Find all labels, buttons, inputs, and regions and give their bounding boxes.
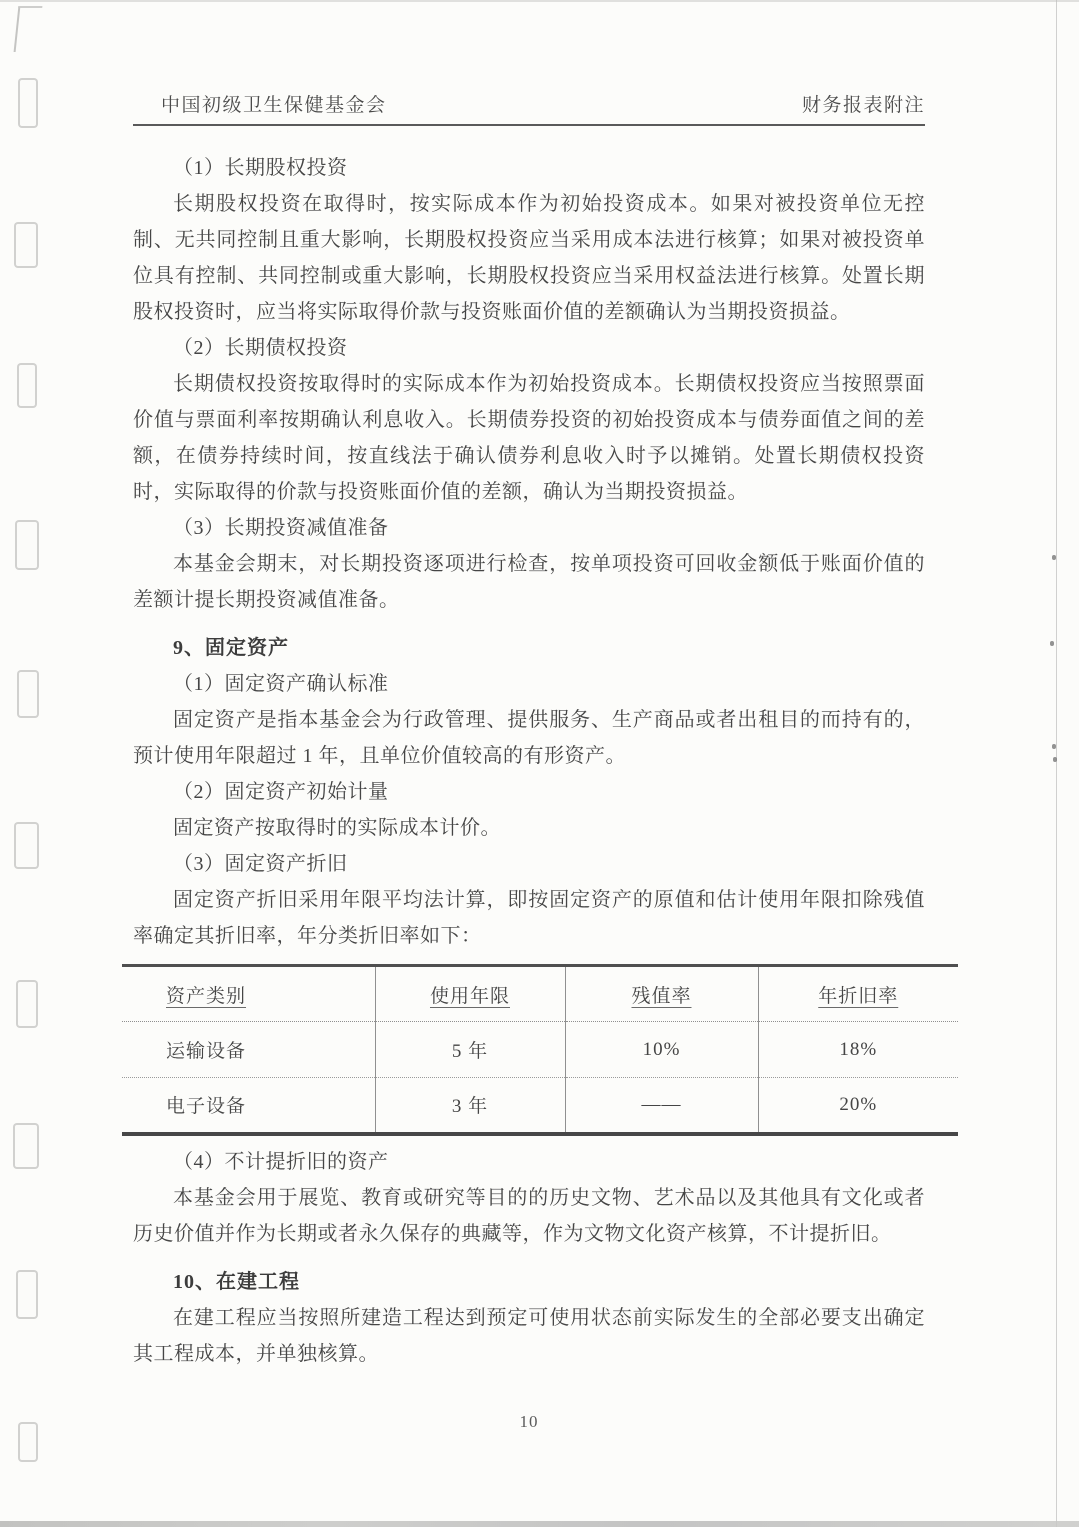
binding-hole-mark — [17, 670, 39, 718]
subheading-depreciation: （3）固定资产折旧 — [173, 853, 348, 875]
scan-bottom-edge-band — [0, 1521, 1079, 1527]
cell-useful-life: 3 年 — [375, 1078, 565, 1134]
cell-depreciation-rate: 18% — [758, 1022, 958, 1078]
column-header-asset-category: 资产类别 — [122, 966, 375, 1022]
scan-top-edge-line — [0, 0, 1079, 2]
subheading-recognition-standard: （1）固定资产确认标准 — [173, 673, 389, 695]
scan-right-edge-line — [1056, 0, 1057, 1527]
cell-depreciation-rate: 20% — [758, 1078, 958, 1134]
subheading-long-term-equity: （1）长期股权投资 — [173, 157, 348, 179]
cell-asset-category: 电子设备 — [166, 1096, 247, 1118]
table-header-row — [122, 966, 958, 1022]
subheading-long-term-debt: （2）长期债权投资 — [173, 337, 348, 359]
paragraph-construction-in-progress: 在建工程应当按照所建造工程达到预定可使用状态前实际发生的全部必要支出确定其工程成本，并单独核算。 — [133, 1306, 925, 1365]
cell-useful-life: 5 年 — [375, 1022, 565, 1078]
binding-hole-mark — [16, 980, 38, 1028]
scan-speck — [1052, 555, 1056, 560]
paragraph-depreciation: 固定资产折旧采用年限平均法计算，即按固定资产的原值和估计使用年限扣除残值率确定其折旧率，年分类折旧率如下： — [133, 889, 925, 947]
paragraph-long-term-equity: 长期股权投资在取得时，按实际成本作为初始投资成本。如果对被投资单位无控制、无共同控制且重大影响，长期股权投资应当采用成本法进行核算；如果对被投资单位具有控制、共同控制或重大影响，长期股权投资应当采用权益法进行核算。处置长期股权投资时，应当将实际取得价款与投资账面价值的差额确认为当期投资损益。 — [133, 193, 925, 323]
scan-speck — [1050, 641, 1054, 646]
document-type-label: 财务报表附注 — [801, 95, 925, 116]
depreciation-rate-table — [122, 964, 958, 1136]
scan-speck — [1053, 757, 1057, 762]
column-header-annual-depreciation-rate: 年折旧率 — [758, 966, 958, 1022]
paragraph-recognition-standard: 固定资产是指本基金会为行政管理、提供服务、生产商品或者出租目的而持有的，预计使用年限超过 1 年，且单位价值较高的有形资产。 — [133, 709, 925, 767]
subheading-initial-measurement: （2）固定资产初始计量 — [173, 781, 389, 803]
table-row — [122, 1022, 958, 1078]
binding-hole-mark — [18, 78, 38, 128]
paragraph-initial-measurement: 固定资产按取得时的实际成本计价。 — [173, 817, 501, 839]
binding-hole-mark — [17, 363, 37, 408]
binding-hole-mark — [18, 1422, 38, 1462]
binding-hole-mark — [15, 520, 39, 570]
subheading-impairment-provision: （3）长期投资减值准备 — [173, 517, 389, 539]
cell-residual-rate: —— — [565, 1078, 758, 1134]
binding-hole-mark — [16, 1270, 38, 1319]
document-header — [133, 90, 925, 126]
page-number: 10 — [519, 1412, 539, 1431]
column-header-useful-life: 使用年限 — [375, 966, 565, 1022]
subheading-non-depreciated-assets: （4）不计提折旧的资产 — [173, 1150, 389, 1173]
scan-corner-mark — [14, 6, 43, 52]
section-heading-construction-in-progress: 10、在建工程 — [173, 1270, 300, 1293]
column-header-residual-rate: 残值率 — [565, 966, 758, 1022]
paragraph-long-term-debt: 长期债权投资按取得时的实际成本作为初始投资成本。长期债权投资应当按照票面价值与票面利率按期确认利息收入。长期债券投资的初始投资成本与债券面值之间的差额，在债券持续时间，按直线法于确认债券利息收入时予以摊销。处置长期债权投资时，实际取得的价款与投资账面价值的差额，确认为当期投资损益。 — [133, 373, 925, 503]
table-row — [122, 1078, 958, 1134]
section-heading-fixed-assets: 9、固定资产 — [173, 637, 289, 659]
scan-speck — [1052, 744, 1056, 749]
paragraph-impairment-provision: 本基金会期末，对长期投资逐项进行检查，按单项投资可回收金额低于账面价值的差额计提长期投资减值准备。 — [133, 553, 925, 611]
binding-hole-mark — [13, 1123, 39, 1169]
document-body — [133, 150, 925, 1372]
cell-residual-rate: 10% — [565, 1022, 758, 1078]
paragraph-non-depreciated-assets: 本基金会用于展览、教育或研究等目的的历史文物、艺术品以及其他具有文化或者历史价值并作为长期或者永久保存的典藏等，作为文物文化资产核算，不计提折旧。 — [133, 1186, 925, 1245]
cell-asset-category: 运输设备 — [122, 1022, 375, 1078]
organization-name: 中国初级卫生保健基金会 — [161, 95, 387, 116]
binding-hole-mark — [14, 822, 39, 869]
binding-hole-mark — [14, 222, 38, 268]
